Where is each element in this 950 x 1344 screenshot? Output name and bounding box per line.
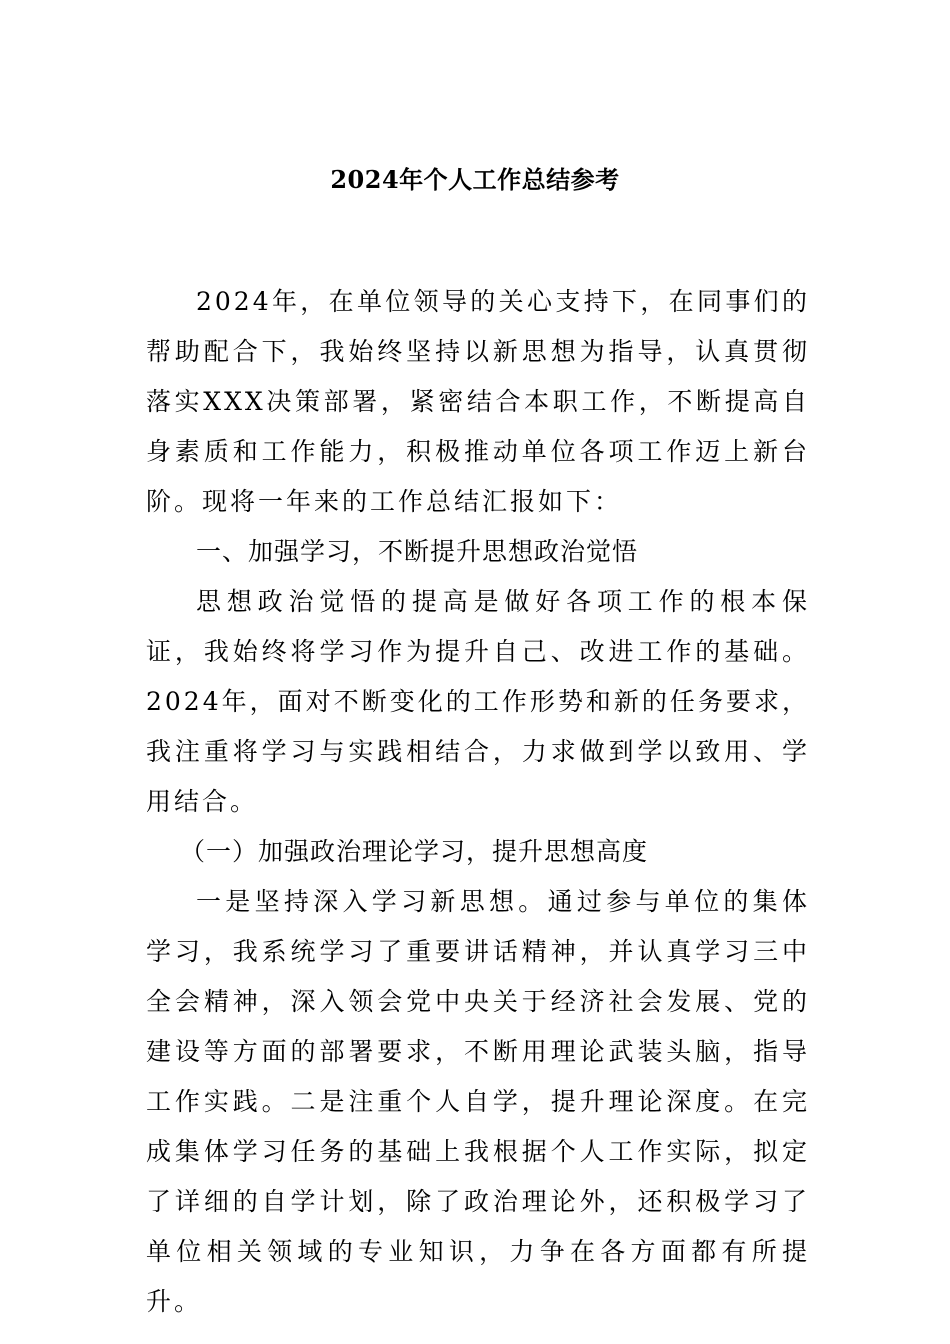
subsection-heading: （一）加强政治理论学习，提升思想高度 <box>180 837 649 866</box>
intro-paragraph: 2024年，在单位领导的关心支持下，在同事们的帮助配合下，我始终坚持以新思想为指导，认真贯彻落实XXX决策部署，紧密结合本职工作，不断提高自身素质和工作能力，积极推动单位各项工作迈上新台阶。现将一年来的工作总结汇报如下： <box>146 287 810 516</box>
document-title: 2024年个人工作总结参考 <box>330 165 620 194</box>
subsection-paragraph: 一是坚持深入学习新思想。通过参与单位的集体学习，我系统学习了重要讲话精神，并认真学习三中全会精神，深入领会党中央关于经济社会发展、党的建设等方面的部署要求，不断用理论武装头脑，指导工作实践。二是注重个人自学，提升理论深度。在完成集体学习任务的基础上我根据个人工作实际，拟定了详细的自学计划，除了政治理论外，还积极学习了单位相关领域的专业知识，力争在各方面都有所提升。 <box>146 887 810 1316</box>
section-paragraph: 思想政治觉悟的提高是做好各项工作的根本保证，我始终将学习作为提升自己、改进工作的基础。2024年，面对不断变化的工作形势和新的任务要求，我注重将学习与实践相结合，力求做到学以致用、学用结合。 <box>146 587 810 816</box>
section-heading: 一、加强学习，不断提升思想政治觉悟 <box>196 537 639 566</box>
document-body <box>146 277 810 1327</box>
